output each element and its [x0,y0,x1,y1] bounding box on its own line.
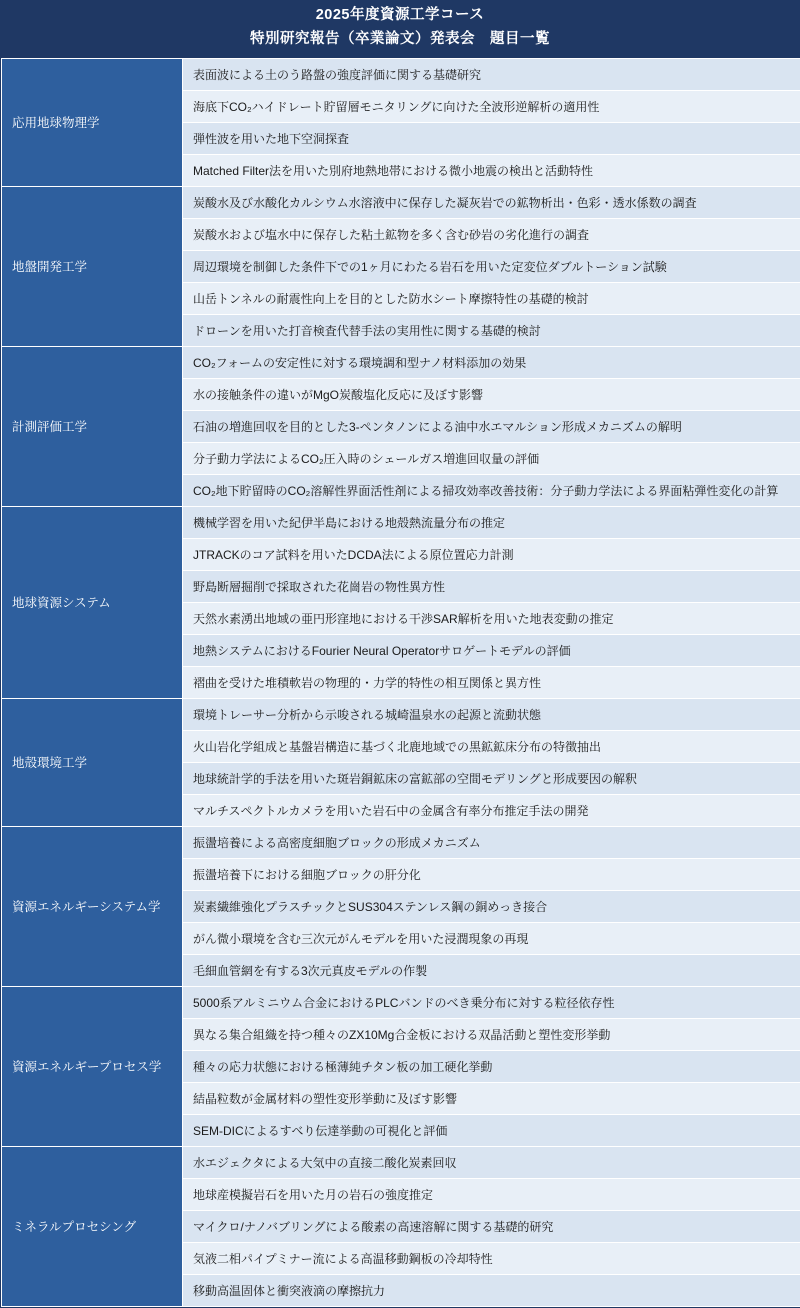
research-title-cell: 水エジェクタによる大気中の直接二酸化炭素回収 [183,1146,800,1178]
research-title-cell: 周辺環境を制御した条件下での1ヶ月にわたる岩石を用いた定変位ダブルトーション試験 [183,250,800,282]
table-row [2,186,800,218]
research-title-cell: 火山岩化学組成と基盤岩構造に基づく北鹿地域での黒鉱鉱床分布の特徴抽出 [183,730,800,762]
title-line-1: 2025年度資源工学コース [1,4,799,28]
research-title-cell: Matched Filter法を用いた別府地熱地帯における微小地震の検出と活動特性 [183,154,800,186]
research-title-cell: マルチスペクトルカメラを用いた岩石中の金属含有率分布推定手法の開発 [183,794,800,826]
table-body [2,58,800,1306]
research-title-cell: ドローンを用いた打音検査代替手法の実用性に関する基礎的検討 [183,314,800,346]
category-cell: 地盤開発工学 [2,186,183,346]
research-title-cell: 山岳トンネルの耐震性向上を目的とした防水シート摩擦特性の基礎的検討 [183,282,800,314]
research-title-cell: 地熱システムにおけるFourier Neural Operatorサロゲートモデルの評価 [183,634,800,666]
research-title-cell: CO₂フォームの安定性に対する環境調和型ナノ材料添加の効果 [183,346,800,378]
category-cell: 地殻環境工学 [2,698,183,826]
research-title-cell: 炭酸水および塩水中に保存した粘土鉱物を多く含む砂岩の劣化進行の調査 [183,218,800,250]
category-cell: 資源エネルギーシステム学 [2,826,183,986]
category-cell: 応用地球物理学 [2,58,183,186]
research-title-cell: 石油の増進回収を目的とした3-ペンタノンによる油中水エマルション形成メカニズムの解明 [183,410,800,442]
research-title-cell: CO₂地下貯留時のCO₂溶解性界面活性剤による掃攻効率改善技術：分子動力学法による界面粘弾性変化の計算 [183,474,800,506]
research-title-cell: 結晶粒数が金属材料の塑性変形挙動に及ぼす影響 [183,1082,800,1114]
research-title-cell: 環境トレーサー分析から示唆される城崎温泉水の起源と流動状態 [183,698,800,730]
research-title-cell: 異なる集合組織を持つ種々のZX10Mg合金板における双晶活動と塑性変形挙動 [183,1018,800,1050]
research-title-cell: 機械学習を用いた紀伊半島における地殻熱流量分布の推定 [183,506,800,538]
research-title-cell: 5000系アルミニウム合金におけるPLCバンドのべき乗分布に対する粒径依存性 [183,986,800,1018]
page-title [0,0,800,58]
table-row [2,506,800,538]
research-title-cell: 種々の応力状態における極薄純チタン板の加工硬化挙動 [183,1050,800,1082]
research-title-cell: 毛細血管網を有する3次元真皮モデルの作製 [183,954,800,986]
research-title-cell: 移動高温固体と衝突液滴の摩擦抗力 [183,1274,800,1306]
research-title-cell: 野島断層掘削で採取された花崗岩の物性異方性 [183,570,800,602]
table-row [2,1146,800,1178]
research-title-cell: 炭素繊維強化プラスチックとSUS304ステンレス鋼の銅めっき接合 [183,890,800,922]
research-title-cell: 気液二相パイプミナー流による高温移動鋼板の冷却特性 [183,1242,800,1274]
category-cell: 計測評価工学 [2,346,183,506]
research-title-cell: 炭酸水及び水酸化カルシウム水溶液中に保存した凝灰岩での鉱物析出・色彩・透水係数の調査 [183,186,800,218]
research-title-cell: 振盪培養下における細胞ブロックの肝分化 [183,858,800,890]
research-title-cell: 褶曲を受けた堆積軟岩の物理的・力学的特性の相互関係と異方性 [183,666,800,698]
category-cell: 地球資源システム [2,506,183,698]
research-title-cell: 振盪培養による高密度細胞ブロックの形成メカニズム [183,826,800,858]
research-title-cell: 表面波による土のう路盤の強度評価に関する基礎研究 [183,58,800,90]
research-topics-table [1,58,800,1307]
research-title-cell: 海底下CO₂ハイドレート貯留層モニタリングに向けた全波形逆解析の適用性 [183,90,800,122]
table-row [2,986,800,1018]
research-title-cell: SEM-DICによるすべり伝達挙動の可視化と評価 [183,1114,800,1146]
research-title-cell: 天然水素湧出地域の亜円形窪地における干渉SAR解析を用いた地表変動の推定 [183,602,800,634]
table-container [0,58,800,1308]
research-title-cell: 水の接触条件の違いがMgO炭酸塩化反応に及ぼす影響 [183,378,800,410]
table-row [2,58,800,90]
category-cell: ミネラルプロセシング [2,1146,183,1306]
table-row [2,698,800,730]
research-title-cell: 地球統計学的手法を用いた斑岩銅鉱床の富鉱部の空間モデリングと形成要因の解釈 [183,762,800,794]
category-cell: 資源エネルギープロセス学 [2,986,183,1146]
research-title-cell: 弾性波を用いた地下空洞探査 [183,122,800,154]
research-title-cell: JTRACKのコア試料を用いたDCDA法による原位置応力計測 [183,538,800,570]
table-row [2,826,800,858]
title-line-2: 特別研究報告（卒業論文）発表会 題目一覧 [1,28,799,52]
research-title-cell: マイクロ/ナノバブリングによる酸素の高速溶解に関する基礎的研究 [183,1210,800,1242]
research-title-cell: 地球産模擬岩石を用いた月の岩石の強度推定 [183,1178,800,1210]
research-title-cell: がん微小環境を含む三次元がんモデルを用いた浸潤現象の再現 [183,922,800,954]
research-title-cell: 分子動力学法によるCO₂圧入時のシェールガス増進回収量の評価 [183,442,800,474]
table-row [2,346,800,378]
